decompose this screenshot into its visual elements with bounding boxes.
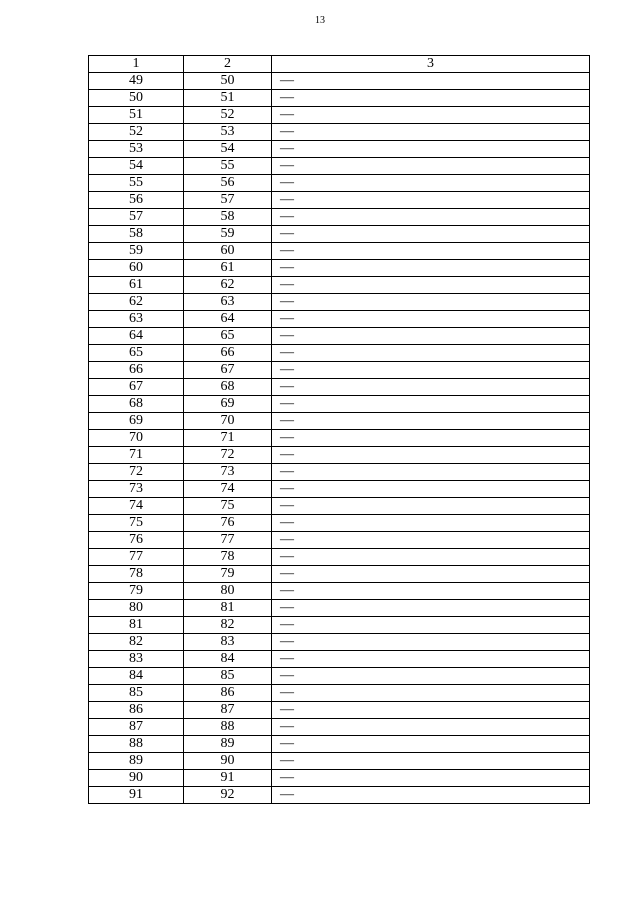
table-row — [89, 430, 590, 447]
page-number: 13 — [315, 15, 325, 26]
table-cell-col1: 50 — [89, 90, 184, 107]
table-cell-col1: 66 — [89, 362, 184, 379]
table-cell-col2: 78 — [184, 549, 272, 566]
table-cell-col2: 51 — [184, 90, 272, 107]
table-cell-col3: — — [272, 209, 590, 226]
table-cell-col2: 84 — [184, 651, 272, 668]
table-cell-col3: — — [272, 770, 590, 787]
table-cell-col1: 81 — [89, 617, 184, 634]
table-cell-col2: 68 — [184, 379, 272, 396]
table-cell-col3: — — [272, 379, 590, 396]
table-row — [89, 787, 590, 804]
table-cell-col2: 90 — [184, 753, 272, 770]
column-header-1: 1 — [89, 56, 184, 73]
table-cell-col1: 53 — [89, 141, 184, 158]
table-cell-col2: 62 — [184, 277, 272, 294]
table-cell-col1: 87 — [89, 719, 184, 736]
table-row — [89, 532, 590, 549]
table-row — [89, 396, 590, 413]
table-cell-col2: 66 — [184, 345, 272, 362]
table-row — [89, 685, 590, 702]
table-row — [89, 294, 590, 311]
table-cell-col2: 92 — [184, 787, 272, 804]
table-cell-col3: — — [272, 736, 590, 753]
table-row — [89, 702, 590, 719]
table-cell-col3: — — [272, 175, 590, 192]
table-cell-col2: 71 — [184, 430, 272, 447]
table-row — [89, 753, 590, 770]
table-cell-col1: 83 — [89, 651, 184, 668]
table-cell-col1: 64 — [89, 328, 184, 345]
table-row — [89, 600, 590, 617]
table-row — [89, 481, 590, 498]
table-cell-col3: — — [272, 498, 590, 515]
table-row — [89, 209, 590, 226]
table-cell-col2: 63 — [184, 294, 272, 311]
table-cell-col1: 78 — [89, 566, 184, 583]
table-cell-col2: 74 — [184, 481, 272, 498]
table-cell-col1: 60 — [89, 260, 184, 277]
table-row — [89, 192, 590, 209]
table-cell-col2: 80 — [184, 583, 272, 600]
table-row — [89, 90, 590, 107]
table-cell-col3: — — [272, 549, 590, 566]
table-cell-col1: 51 — [89, 107, 184, 124]
table-cell-col3: — — [272, 787, 590, 804]
table-cell-col3: — — [272, 464, 590, 481]
table-cell-col1: 91 — [89, 787, 184, 804]
table-row — [89, 141, 590, 158]
table-cell-col2: 77 — [184, 532, 272, 549]
table-cell-col2: 55 — [184, 158, 272, 175]
table-cell-col1: 62 — [89, 294, 184, 311]
table-row — [89, 311, 590, 328]
table-cell-col1: 56 — [89, 192, 184, 209]
table-cell-col3: — — [272, 617, 590, 634]
table-cell-col2: 70 — [184, 413, 272, 430]
table-cell-col2: 73 — [184, 464, 272, 481]
table-cell-col1: 69 — [89, 413, 184, 430]
table-cell-col2: 65 — [184, 328, 272, 345]
table-row — [89, 634, 590, 651]
table-row — [89, 277, 590, 294]
table-cell-col3: — — [272, 345, 590, 362]
table-cell-col2: 56 — [184, 175, 272, 192]
table-cell-col2: 50 — [184, 73, 272, 90]
table-cell-col1: 90 — [89, 770, 184, 787]
table-cell-col3: — — [272, 413, 590, 430]
table-row — [89, 668, 590, 685]
table-cell-col1: 82 — [89, 634, 184, 651]
table-cell-col2: 88 — [184, 719, 272, 736]
table-cell-col2: 69 — [184, 396, 272, 413]
table-row — [89, 158, 590, 175]
table-cell-col3: — — [272, 396, 590, 413]
table-cell-col3: — — [272, 583, 590, 600]
table-row — [89, 328, 590, 345]
table-cell-col3: — — [272, 141, 590, 158]
table-cell-col3: — — [272, 685, 590, 702]
table-cell-col1: 59 — [89, 243, 184, 260]
table-cell-col1: 88 — [89, 736, 184, 753]
table-row — [89, 719, 590, 736]
table-cell-col1: 86 — [89, 702, 184, 719]
table-row — [89, 362, 590, 379]
table-cell-col3: — — [272, 481, 590, 498]
table-cell-col3: — — [272, 243, 590, 260]
column-header-3: 3 — [272, 56, 590, 73]
table-cell-col3: — — [272, 90, 590, 107]
table-cell-col1: 68 — [89, 396, 184, 413]
table-cell-col2: 75 — [184, 498, 272, 515]
table-row — [89, 243, 590, 260]
table-row — [89, 651, 590, 668]
table-cell-col3: — — [272, 260, 590, 277]
table-row — [89, 226, 590, 243]
table-cell-col2: 64 — [184, 311, 272, 328]
table-cell-col1: 74 — [89, 498, 184, 515]
table-row — [89, 566, 590, 583]
table-body — [89, 73, 590, 804]
table-cell-col1: 67 — [89, 379, 184, 396]
table-cell-col1: 89 — [89, 753, 184, 770]
table-cell-col1: 58 — [89, 226, 184, 243]
table-cell-col3: — — [272, 124, 590, 141]
table-row — [89, 345, 590, 362]
table-cell-col2: 52 — [184, 107, 272, 124]
table-row — [89, 464, 590, 481]
table-cell-col1: 71 — [89, 447, 184, 464]
table-cell-col3: — — [272, 311, 590, 328]
table-cell-col1: 76 — [89, 532, 184, 549]
table-header-row — [89, 56, 590, 73]
table-row — [89, 498, 590, 515]
table-cell-col3: — — [272, 651, 590, 668]
table-cell-col2: 59 — [184, 226, 272, 243]
table-cell-col1: 79 — [89, 583, 184, 600]
table-cell-col3: — — [272, 226, 590, 243]
table-row — [89, 175, 590, 192]
table-cell-col2: 91 — [184, 770, 272, 787]
table-cell-col3: — — [272, 107, 590, 124]
table-row — [89, 447, 590, 464]
table-row — [89, 617, 590, 634]
table-cell-col3: — — [272, 447, 590, 464]
table-cell-col1: 80 — [89, 600, 184, 617]
table-cell-col2: 82 — [184, 617, 272, 634]
table-row — [89, 736, 590, 753]
table-cell-col1: 52 — [89, 124, 184, 141]
table-cell-col2: 89 — [184, 736, 272, 753]
table-cell-col3: — — [272, 634, 590, 651]
table-cell-col1: 77 — [89, 549, 184, 566]
table-row — [89, 770, 590, 787]
table-cell-col2: 53 — [184, 124, 272, 141]
table-row — [89, 583, 590, 600]
table-cell-col1: 70 — [89, 430, 184, 447]
table-cell-col1: 72 — [89, 464, 184, 481]
table-row — [89, 549, 590, 566]
table-cell-col1: 84 — [89, 668, 184, 685]
table-row — [89, 379, 590, 396]
table-cell-col2: 54 — [184, 141, 272, 158]
table-cell-col1: 63 — [89, 311, 184, 328]
table-cell-col3: — — [272, 753, 590, 770]
table-cell-col3: — — [272, 158, 590, 175]
table-cell-col2: 83 — [184, 634, 272, 651]
table-cell-col1: 73 — [89, 481, 184, 498]
table-cell-col2: 87 — [184, 702, 272, 719]
table-cell-col2: 67 — [184, 362, 272, 379]
table-cell-col2: 72 — [184, 447, 272, 464]
table-cell-col3: — — [272, 192, 590, 209]
table-cell-col3: — — [272, 328, 590, 345]
table-cell-col1: 55 — [89, 175, 184, 192]
table-cell-col3: — — [272, 600, 590, 617]
table-cell-col2: 81 — [184, 600, 272, 617]
table-cell-col3: — — [272, 719, 590, 736]
table-cell-col2: 86 — [184, 685, 272, 702]
table-cell-col3: — — [272, 532, 590, 549]
table-cell-col1: 49 — [89, 73, 184, 90]
table-cell-col3: — — [272, 362, 590, 379]
table-cell-col2: 85 — [184, 668, 272, 685]
table-cell-col1: 85 — [89, 685, 184, 702]
data-table — [88, 55, 590, 804]
table-cell-col2: 61 — [184, 260, 272, 277]
table-row — [89, 260, 590, 277]
table-cell-col3: — — [272, 430, 590, 447]
table-cell-col1: 75 — [89, 515, 184, 532]
table-cell-col3: — — [272, 515, 590, 532]
table-cell-col3: — — [272, 702, 590, 719]
table-cell-col3: — — [272, 668, 590, 685]
table-cell-col3: — — [272, 294, 590, 311]
table-row — [89, 515, 590, 532]
table-cell-col2: 79 — [184, 566, 272, 583]
table-cell-col1: 54 — [89, 158, 184, 175]
table-row — [89, 124, 590, 141]
table-cell-col2: 57 — [184, 192, 272, 209]
table-cell-col1: 61 — [89, 277, 184, 294]
table-cell-col1: 65 — [89, 345, 184, 362]
table-cell-col3: — — [272, 277, 590, 294]
table-cell-col2: 76 — [184, 515, 272, 532]
table-row — [89, 73, 590, 90]
table-cell-col2: 58 — [184, 209, 272, 226]
column-header-2: 2 — [184, 56, 272, 73]
table-cell-col1: 57 — [89, 209, 184, 226]
table-row — [89, 107, 590, 124]
table-row — [89, 413, 590, 430]
table-cell-col2: 60 — [184, 243, 272, 260]
table-cell-col3: — — [272, 566, 590, 583]
table-cell-col3: — — [272, 73, 590, 90]
